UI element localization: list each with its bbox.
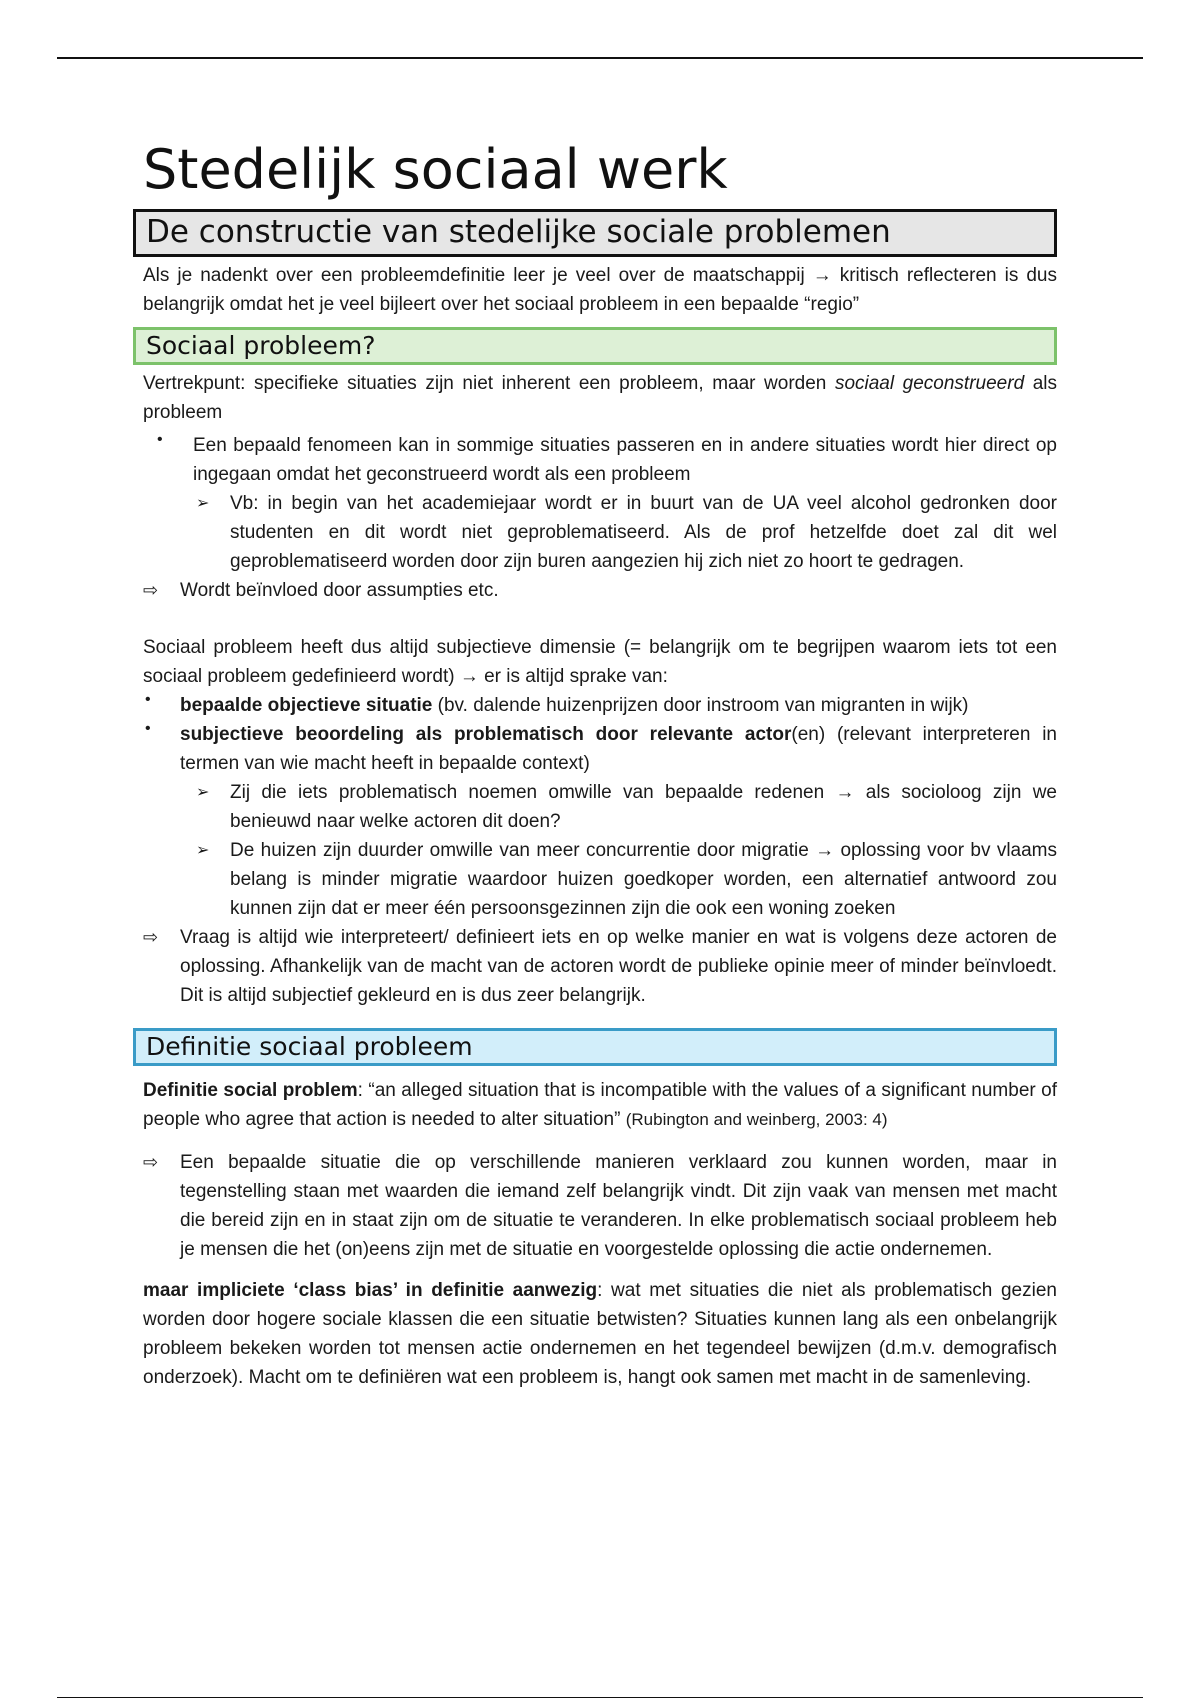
arrow-icon: ⇨ (143, 580, 159, 601)
heading-constructie: De constructie van stedelijke sociale problemen (133, 209, 1057, 257)
class-bias-text: : wat met situaties die niet als problematisch gezien worden door hogere sociale klassen die een situatie betwisten? Situaties kunnen lang als een onbelangrijk probleem bekeken worden tot mensen actie ondernemen en het tegendeel bewijzen (d.m.v. demografisch onderzoek). Macht om te definiëren wat een probleem is, hangt ook samen met macht in de samenleving. (143, 1280, 1057, 1389)
vertrekpunt-text-a: Vertrekpunt: specifieke situaties zijn niet inherent een probleem, maar worden (143, 373, 835, 395)
subjectieve-dimensie-paragraph: Sociaal probleem heeft dus altijd subjectieve dimensie (= belangrijk om te begrijpen waarom iets tot een sociaal probleem gedefinieerd wordt) → er is altijd sprake van: (143, 637, 1057, 688)
vertrekpunt-paragraph (143, 369, 1057, 427)
arrow-situatie-text: Een bepaalde situatie die op verschillende manieren verklaard zou kunnen worden, maar in tegenstelling staan met waarden die iemand zelf belangrijk vindt. Dit zijn vaak van mensen met macht die bereid zijn en in staat zijn om de situatie te veranderen. In elke problematisch sociaal probleem heb je mensen die het (on)eens zijn met de situatie en voorgestelde oplossing die actie ondernemen. (180, 1152, 1057, 1261)
arrow-vraag (143, 923, 1057, 1010)
chevron-icon: ➢ (196, 495, 210, 513)
bullet-objectieve-situatie (143, 691, 1057, 720)
document-title: Stedelijk sociaal werk (143, 138, 728, 201)
class-bias-paragraph (143, 1276, 1057, 1392)
vertrekpunt-text-b: als probleem (143, 373, 1057, 424)
page-bottom-rule (57, 1697, 1143, 1698)
definitie-citation: (Rubington and weinberg, 2003: 4) (625, 1110, 888, 1130)
arrow-situatie (143, 1148, 1057, 1264)
chevron-icon: ➢ (196, 784, 210, 802)
chevron-icon: ➢ (196, 842, 210, 860)
sub-bullet-actoren-text: Zij die iets problematisch noemen omwille van bepaalde redenen → als socioloog zijn we benieuwd naar welke actoren dit doen? (230, 782, 1057, 833)
sub-bullet-actoren (143, 778, 1057, 836)
arrow-assumpties (143, 576, 1057, 605)
bullet-fenomeen-text: Een bepaald fenomeen kan in sommige situaties passeren en in andere situaties wordt hier direct op ingegaan omdat het geconstrueerd wordt als een probleem (193, 435, 1057, 486)
class-bias-bold: maar impliciete ‘class bias’ in definitie aanwezig (143, 1280, 598, 1302)
sub-bullet-voorbeeld (143, 489, 1057, 576)
arrow-icon: ⇨ (143, 1152, 159, 1173)
sub-bullet-voorbeeld-text: Vb: in begin van het academiejaar wordt er in buurt van de UA veel alcohol gedronken door studenten en dit wordt niet geproblematiseerd. Als de prof hetzelfde doet zal dit wel geproblematiseerd worden door zijn buren aangezien hij zich niet zo hoort te gedragen. (230, 493, 1057, 573)
page-top-rule (57, 57, 1143, 59)
bullet-objectieve-rest: (bv. dalende huizenprijzen door instroom van migranten in wijk) (432, 695, 969, 717)
bullet-icon: • (145, 691, 151, 709)
definitie-paragraph (143, 1076, 1057, 1134)
document-body (143, 140, 1057, 1392)
bullet-subjectieve-beoordeling (143, 720, 1057, 778)
bullet-icon: • (157, 431, 163, 449)
vertrekpunt-emphasis: sociaal geconstrueerd (834, 373, 1025, 395)
bullet-objectieve-bold: bepaalde objectieve situatie (180, 695, 433, 717)
arrow-assumpties-text: Wordt beïnvloed door assumpties etc. (180, 580, 499, 602)
intro-paragraph: Als je nadenkt over een probleemdefinitie leer je veel over de maatschappij → kritisch reflecteren is dus belangrijk omdat het je veel bijleert over het sociaal probleem in een bepaalde “regio” (143, 265, 1057, 316)
heading-definitie: Definitie sociaal probleem (133, 1028, 1057, 1066)
heading-sociaal-probleem: Sociaal probleem? (133, 327, 1057, 365)
definitie-bold: Definitie social problem (143, 1080, 358, 1102)
bullet-icon: • (145, 720, 151, 738)
arrow-vraag-text: Vraag is altijd wie interpreteert/ definieert iets en op welke manier en wat is volgens deze actoren de oplossing. Afhankelijk van de macht van de actoren wordt de publieke opinie meer of minder beïnvloedt. Dit is altijd subjectief gekleurd en is dus zeer belangrijk. (180, 927, 1057, 1007)
bullet-subjectieve-rest: (en) (relevant interpreteren in termen van wie macht heeft in bepaalde context) (180, 724, 1057, 775)
definitie-quote: : “an alleged situation that is incompatible with the values of a significant number of people who agree that action is needed to alter situation” (143, 1080, 1058, 1131)
sub-bullet-huizen-text: De huizen zijn duurder omwille van meer concurrentie door migratie → oplossing voor bv vlaams belang is minder migratie waardoor huizen goedkoper worden, een alternatief antwoord zou kunnen zijn dat er meer één persoonsgezinnen zijn die ook een woning zoeken (230, 840, 1057, 920)
bullet-subjectieve-text (180, 720, 1057, 778)
sub-bullet-huizen (143, 836, 1057, 923)
bullet-fenomeen (143, 431, 1057, 489)
bullet-objectieve-text (180, 691, 1057, 720)
bullet-subjectieve-bold: subjectieve beoordeling als problematisch door relevante actor (180, 724, 792, 746)
arrow-icon: ⇨ (143, 927, 159, 948)
